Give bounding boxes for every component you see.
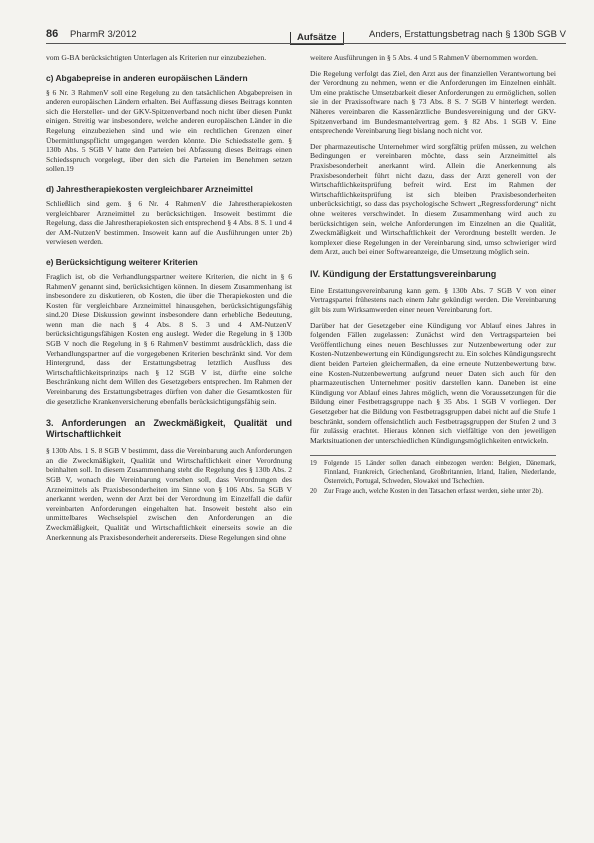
heading-c: c) Abgabepreise in anderen europäischen Ländern [46, 72, 248, 83]
heading-e: e) Berücksichtigung weiterer Kriterien [46, 256, 198, 267]
paragraph-r5: Darüber hat der Gesetzgeber eine Kündigung vor Ablauf eines Jahres in folgenden Fällen zugelassen: Zunächst wird den Vertragsparteien bei Veröffentlichung eines neuen Beschlusses zur Nutzenbewertung oder zur Kosten-Nutzenbewertung ein Kündigungsrecht zu. Ein solches Kündigungsrecht dient beiden Parteien gleichermaßen, da eine erneute Nutzenbewertung bzw. eine Kosten-Nutzenbewertung aufgrund neuer Daten sich auch für den pharmazeutischen Unternehmer positiv darstellen kann. Daneben ist eine Kündigung vor Ablauf eines Jahres möglich, wenn die Voraussetzungen für die Bildung einer Festbetragsgruppe nach § 35 Abs. 1 SGB V vorliegen. Der Gesetzgeber hat die Bildung von Festbetragsgruppen dabei nicht auf die Stufe 1 beschränkt, sondern offensichtlich auch Festbetragsgruppen der Stufen 2 und 3 für zulässig erachtet. Hieraus können sich vielfältige von den jeweiligen Marktsituationen der unterschiedlichen Kündigungsmöglichkeiten entwickeln. [310, 320, 556, 445]
footnote-19 [310, 460, 556, 486]
header-rule [46, 43, 566, 44]
heading-d: d) Jahrestherapiekosten vergleichbarer Arzneimittel [46, 183, 253, 194]
paragraph-e: Fraglich ist, ob die Verhandlungspartner weitere Kriterien, die nicht in § 6 RahmenV genannt sind, berücksichtigen können. In diesem Zusammenhang ist insbesondere zu diskutieren, ob Kosten, die über die Therapiekosten und die Kosten für vergleichbare Arzneimittel hinausgehen, berücksichtigungsfähig sind.20 Diese Diskussion gewinnt insbesondere dann erhebliche Bedeutung, wenn man die nach § 4 Abs. 8 S. 3 und 4 AM-NutzenV berücksichtigungsfähigen Kosten eng auslegt. Weder die Regelung in § 130b SGB V noch die Regelung in § 6 RahmenV bestimmt ausdrücklich, dass die Verhandlungspartner auf die vorgegebenen Kriterien beschränkt sind. Vor dem Hintergrund, dass der Erstattungsbetrag letztlich Ausfluss des Wirtschaftlichkeitsprinzips nach § 12 SGB V ist, dürfte eine solche Beschränkung nicht dem Willen des Gesetzgebers entsprechen. Im Rahmen der Vereinbarung des Erstattungsbetrages dürften von daher die Gesamtkosten für die gesetzliche Krankenversicherung ebenfalls berücksichtigungsfähig sein. [46, 271, 292, 406]
footnote-number: 20 [310, 488, 317, 496]
page-header [46, 28, 566, 44]
paragraph-r2: Die Regelung verfolgt das Ziel, den Arzt aus der finanziellen Verantwortung bei der Verordnung zu nehmen, wenn er die Anforderungen im Einzelnen einhält. Um eine praktische Umsetzbarkeit dieser Anforderungen zu ermöglichen, sollen sie in der Praxissoftware nach § 73 Abs. 8 S. 7 SGB V hinterlegt werden. Näheres vereinbaren die Kassenärztliche Bundesvereinigung und der GKV-Spitzenverband im Bundesmantelvertrag gem. § 82 Abs. 1 SGB V. Eine entsprechende Vereinbarung liegt bislang noch nicht vor. [310, 68, 556, 136]
paragraph-c: § 6 Nr. 3 RahmenV soll eine Regelung zu den tatsächlichen Abgabepreisen in anderen europäischen Ländern erhalten. Bei Auffassung dieses Beitrags konnten sich die Hersteller- und der GKV-Spitzenverband noch nicht über diesen Punkt einigen. Streitig war insbesondere, welche anderen europäischen Länder in die Regelung einzubeziehen sind und wie ein rechtlichen Grenzen einer Übermittlungspflicht umgegangen werden könnte. Die Schiedsstelle gem. § 130b Abs. 5 SGB V hatte den Parteien bei Abfassung dieses Beitrags einen Schiedsspruch vorgelegt, über den sich die Parteien im Benehmen setzen sollen.19 [46, 87, 292, 174]
paragraph-d: Schließlich sind gem. § 6 Nr. 4 RahmenV die Jahrestherapiekosten vergleichbarer Arzneimittel zu berücksichtigen. Insoweit bestimmt die Regelung, dass die Jahrestherapiekosten sich entsprechend § 4 Abs. 8 S. 1 und 4 der AM-NutzenV bestimmen. Insoweit kann auf die Ausführungen unter 2b) verwiesen werden. [46, 198, 292, 247]
running-title: Anders, Erstattungsbetrag nach § 130b SGB V [369, 29, 566, 40]
footnote-number: 19 [310, 460, 317, 468]
paragraph-r4: Eine Erstattungsvereinbarung kann gem. § 130b Abs. 7 SGB V von einer Vertragspartei frühestens nach einem Jahr gekündigt werden. Die Vereinbarung gilt bis zum Wirksamwerden einer neuen Vereinbarung fort. [310, 285, 556, 315]
paragraph-r1: weitere Ausführungen in § 5 Abs. 4 und 5 RahmenV übernommen worden. [310, 53, 538, 62]
footnotes [310, 455, 556, 496]
paragraph-section-3: § 130b Abs. 1 S. 8 SGB V bestimmt, dass die Vereinbarung auch Anforderungen an die Zweckmäßigkeit, Qualität und Wirtschaftlichkeit einer Verordnung beinhalten soll. In diesem Zusammenhang steht die Regelung des § 130b Abs. 2 SGB V, wonach die Vereinbarung vorsehen soll, dass Verordnungen des Arzneimittels als Praxisbesonderheiten im Sinne von § 106 Abs. 5a SGB V anerkannt werden, wenn der Arzt bei der Verordnung im Einzelfall die dafür vereinbarten Anforderungen eingehalten hat. Insoweit besteht also ein unmittelbares Wechselspiel zwischen den Anforderungen an die Zweckmäßigkeit, Qualität und Wirtschaftlichkeit einerseits sowie an die Anerkennung als Praxisbesonderheit andererseits. Diese Regelungen sind ohne [46, 446, 292, 542]
section-tag: Aufsätze [290, 32, 344, 45]
heading-section-3: 3. Anforderungen an Zweckmäßigkeit, Qualität und Wirtschaftlichkeit [46, 418, 292, 440]
paragraph-r3: Der pharmazeutische Unternehmer wird sorgfältig prüfen müssen, zu welchen Bedingungen er vereinbaren möchte, dass sein Arzneimittel als Praxisbesonderheit anerkannt wird. Allein die Anerkennung als Praxisbesonderheit führt nicht dazu, dass der Arzt generell von der Wirtschaftlichkeitsprüfung befreit wird. Erst im Rahmen der Wirtschaftlichkeitsprüfung ist sich bleiben Praxisbesonderheiten unberücksichtigt, so dass das psychologische Schwert „Regressforderung“ nicht ohne weiteres verschwindet. In diesem Zusammenhang wird auch zu berücksichtigen sein, welche Anforderungen im Einzelnen an die Qualität, Zweckmäßigkeit und Wirtschaftlichkeit der Verordnung bestellt werden. Je komplexer diese Regelungen in der Vereinbarung sind, umso schwieriger wird dem Arzt, auch bei einer Softwareanzeige, die Umsetzung möglich sein. [310, 141, 556, 257]
footnote-text: Folgende 15 Länder sollen danach einbezogen werden: Belgien, Dänemark, Finnland, Frankreich, Griechenland, Großbritannien, Irland, Italien, Niederlande, Österreich, Portugal, Schweden, Slowakei und Tschechien. [324, 460, 556, 485]
right-column [310, 53, 556, 499]
journal-name: PharmR 3/2012 [70, 29, 137, 40]
left-column [46, 53, 292, 548]
footnote-text: Zur Frage auch, welche Kosten in den Tatsachen erfasst werden, siehe unter 2b). [324, 488, 543, 496]
heading-section-iv: IV. Kündigung der Erstattungsvereinbarung [310, 268, 497, 279]
page-number: 86 [46, 28, 59, 40]
intro-paragraph: vom G-BA berücksichtigten Unterlagen als Kriterien nur einzubeziehen. [46, 53, 267, 62]
footnote-20 [310, 488, 556, 497]
